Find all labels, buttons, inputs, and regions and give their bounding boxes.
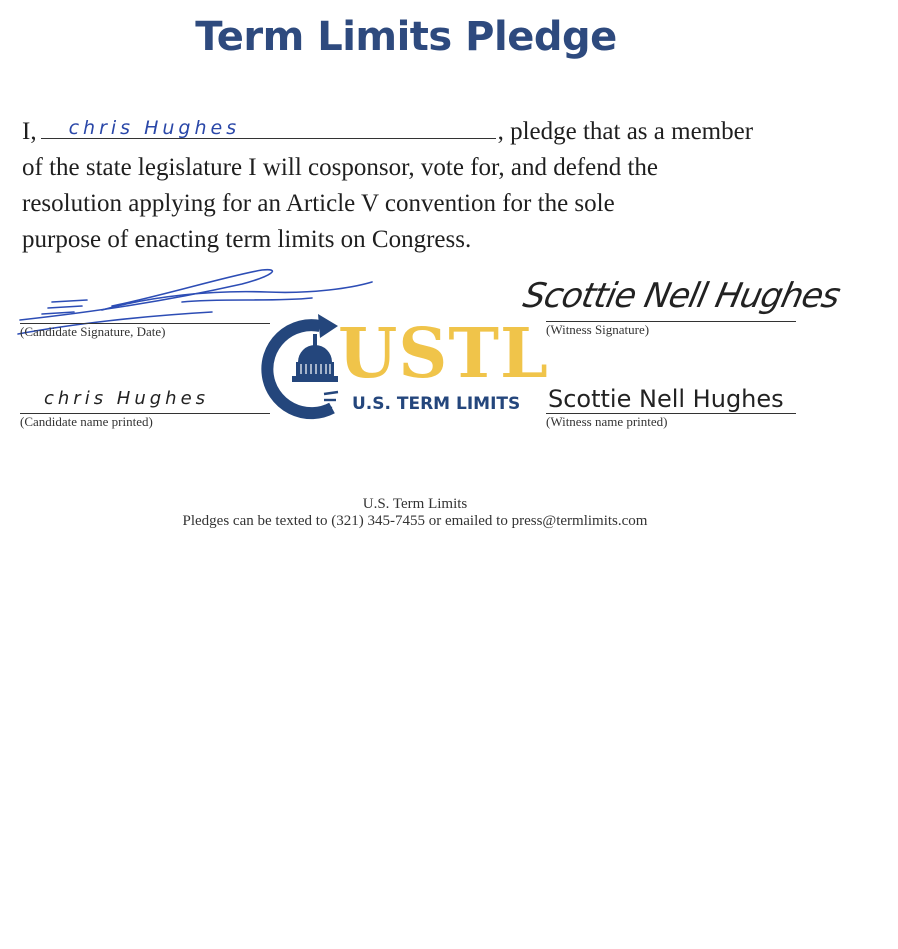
document-title: Term Limits Pledge [195,14,617,60]
pledge-prefix: I, [22,118,37,145]
witness-signature-caption: (Witness Signature) [546,322,650,337]
ustl-capitol-stopwatch-icon [268,312,348,422]
candidate-handwritten-name: chris Hughes [68,117,241,139]
witness-signature-handwritten: Scottie Nell Hughes [519,276,844,316]
candidate-printed-name-handwritten: chris Hughes [44,388,210,409]
witness-printed-name-handwritten: Scottie Nell Hughes [548,385,784,413]
witness-name-caption: (Witness name printed) [546,414,668,429]
candidate-name-blank [41,112,496,139]
candidate-signature-caption: (Candidate Signature, Date) [20,324,166,339]
pledge-line-4: purpose of enacting term limits on Congress. [22,226,472,253]
footer-contact: Pledges can be texted to (321) 345-7455 or emailed to press@termlimits.com [182,513,648,529]
footer-org: U.S. Term Limits [362,496,468,512]
pledge-line-2: of the state legislature I will cosponsor, vote for, and defend the [22,154,658,181]
candidate-name-caption: (Candidate name printed) [20,414,153,429]
pledge-text [22,112,802,258]
pledge-line-1 [22,112,802,150]
pledge-line-1-suffix: , pledge that as a member [497,118,754,145]
logo-tagline: U.S. TERM LIMITS [352,394,521,414]
pledge-line-3: resolution applying for an Article V convention for the sole [22,190,615,217]
logo-wordmark: USTL [338,314,549,394]
